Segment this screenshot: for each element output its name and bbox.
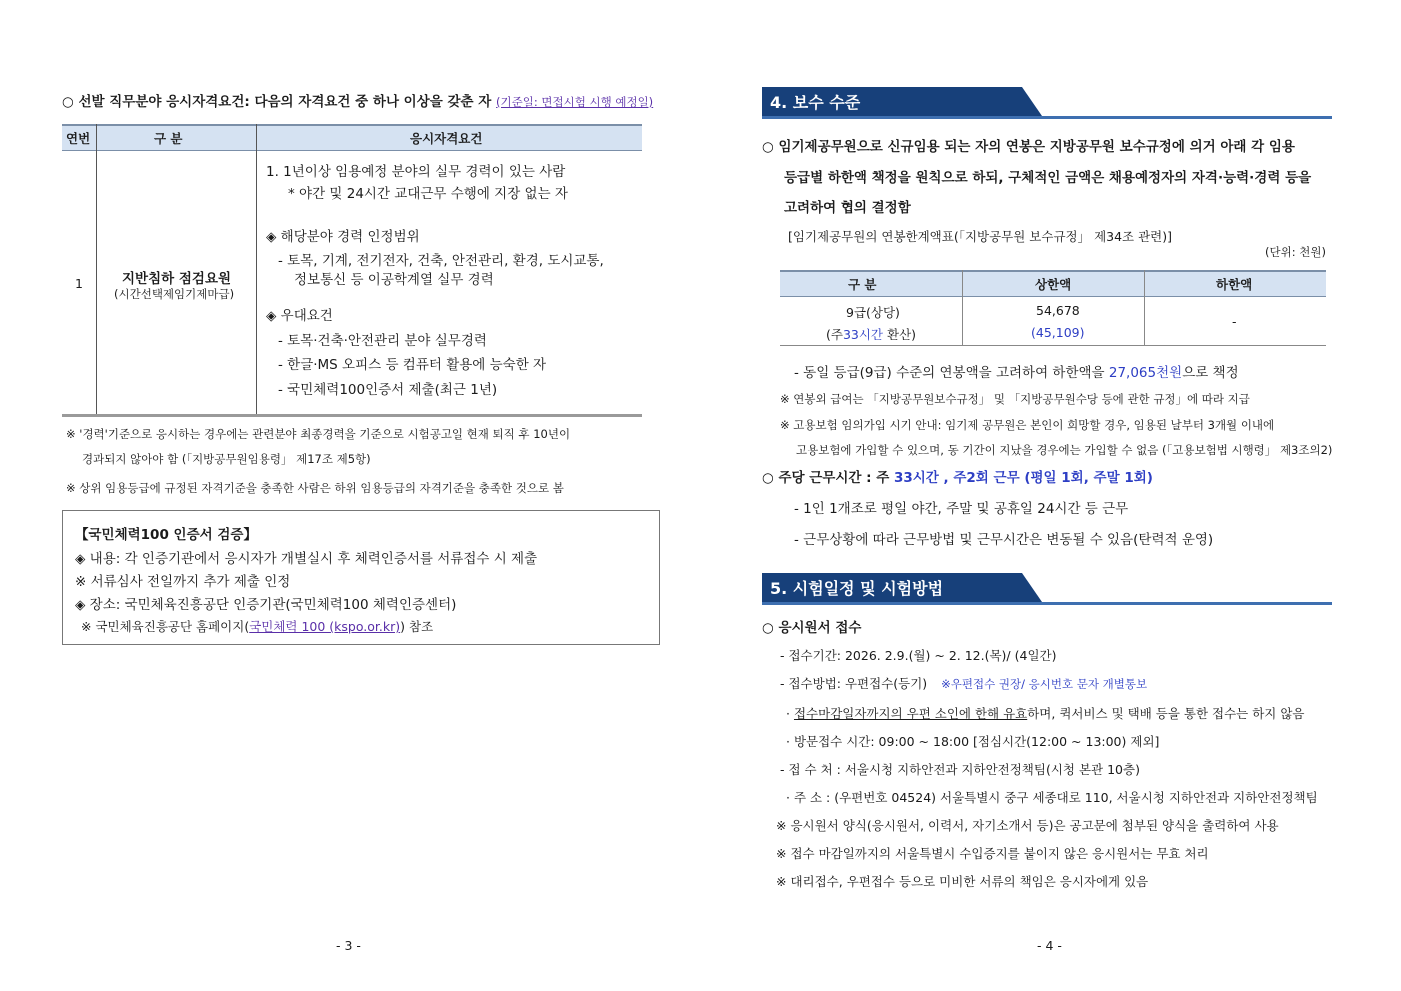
- grade-sub-cell: (주33시간 환산): [826, 327, 917, 342]
- weekly-hours-line: ○ 주당 근무시간 : 주 33시간 , 주2회 근무 (평일 1회, 주말 1회): [762, 470, 1153, 486]
- box-content-line: ◈ 내용: 각 인증기관에서 응시자가 개별실시 후 체력인증서를 서류접수 시 제출: [75, 551, 538, 567]
- insurance-note-line2: 고용보험에 가입할 수 있으며, 동 기간이 지났을 경우에는 가입할 수 없음 (「고용보험법 시행령」 제3조의2): [796, 443, 1333, 457]
- section-5-header: [762, 573, 1332, 605]
- preference-2: - 한글·MS 오피스 등 컴퓨터 활용에 능숙한 자: [278, 357, 547, 373]
- upper-value-sub: (45,109): [1031, 325, 1085, 340]
- preference-title: ◈ 우대요건: [266, 308, 333, 324]
- box-title: 【국민체력100 인증서 검증】: [75, 527, 257, 543]
- section-4-title: 4. 보수 수준: [770, 93, 861, 112]
- section-4-header: [762, 87, 1332, 119]
- grade-note: ※ 상위 임용등급에 규정된 자격기준을 충족한 사람은 하위 임용등급의 자격기준을 충족한 것으로 봄: [66, 481, 564, 495]
- insurance-note-line1: ※ 고용보험 임의가입 시기 안내: 임기제 공무원은 본인이 희망할 경우, 임용된 날부터 3개월 이내에: [780, 418, 1275, 432]
- stamp-note: ※ 접수 마감일까지의 서울특별시 수입증지를 붙이지 않은 응시원서는 무효 처리: [776, 846, 1209, 861]
- extra-pay-note: ※ 연봉외 급여는 「지방공무원보수규정」 및 「지방공무원수당 등에 관한 규정」에 따라 지급: [780, 392, 1250, 406]
- pay-line-1: ○ 임기제공무원으로 신규임용 되는 자의 연봉은 지방공무원 보수규정에 의거 아래 각 임용: [762, 139, 1295, 155]
- box-review-line: ※ 서류심사 전일까지 추가 제출 인정: [75, 574, 291, 590]
- grade-cell: 9급(상당): [846, 305, 900, 320]
- box-place-line: ◈ 장소: 국민체육진흥공단 인증기관(국민체력100 체력인증센터): [75, 597, 457, 613]
- page-4: [700, 0, 1401, 991]
- header-serial: 연번: [66, 131, 91, 146]
- page-number: - 3 -: [336, 938, 361, 953]
- lower-value: -: [1232, 314, 1237, 329]
- form-note: ※ 응시원서 양식(응시원서, 이력서, 자기소개서 등)은 공고문에 첨부된 양식을 출력하여 사용: [776, 818, 1279, 833]
- proxy-note: ※ 대리접수, 우편접수 등으로 미비한 서류의 책임은 응시자에게 있음: [776, 874, 1149, 889]
- preference-3: - 국민체력100인증서 제출(최근 1년): [278, 382, 498, 398]
- application-title: ○ 응시원서 접수: [762, 620, 862, 636]
- qualification-intro: 선발 직무분야 응시자격요건: 다음의 자격요건 중 하나 이상을 갖춘 자: [78, 94, 492, 110]
- salary-table: [780, 270, 1326, 346]
- lower-limit-note: - 동일 등급(9급) 수준의 연봉액을 고려하여 하한액을 27,065천원으로 책정: [794, 365, 1239, 381]
- visit-hours: · 방문접수 시간: 09:00 ~ 18:00 [점심시간(12:00 ~ 13:00) 제외]: [786, 734, 1160, 749]
- kspo-link[interactable]: 국민체력 100 (kspo.or.kr): [249, 619, 401, 634]
- page-number: - 4 -: [1037, 938, 1062, 953]
- application-address: · 주 소 : (우편번호 04524) 서울특별시 중구 세종대로 110, 서울시청 지하안전과 지하안전정책팀: [786, 790, 1318, 805]
- qualification-heading: [62, 90, 653, 110]
- header-lower: 하한액: [1216, 277, 1253, 292]
- upper-value: 54,678: [1036, 303, 1080, 318]
- header-category: 구 분: [848, 277, 877, 292]
- header-requirements: 응시자격요건: [410, 131, 483, 146]
- hours-detail-1: - 1인 1개조로 평일 야간, 주말 및 공휴일 24시간 등 근무: [794, 501, 1129, 517]
- qualification-table: [62, 124, 642, 416]
- category-sub: (시간선택제임기제마급): [114, 287, 235, 301]
- experience-range-line2: 정보통신 등 이공학계열 실무 경력: [294, 272, 494, 288]
- career-note-line1: ※ '경력'기준으로 응시하는 경우에는 관련분야 최종경력을 기준으로 시험공고일 현재 퇴직 후 10년이: [66, 427, 571, 441]
- section-5-title: 5. 시험일정 및 시험방법: [770, 579, 944, 598]
- base-date-note: (기준일: 면접시험 시행 예정일): [496, 95, 654, 109]
- header-category: 구 분: [154, 131, 183, 146]
- category-main: 지반침하 점검요원: [122, 271, 232, 287]
- career-note-line2: 경과되지 않아야 함 (「지방공무원임용령」 제17조 제5항): [82, 452, 371, 466]
- fitness-certificate-box: [62, 510, 660, 645]
- salary-table-caption: [임기제공무원의 연봉한계액표(「지방공무원 보수규정」 제34조 관련)]: [788, 229, 1173, 244]
- application-office: - 접 수 처 : 서울시청 지하안전과 지하안전정책팀(시청 본관 10층): [780, 762, 1140, 777]
- pay-line-3: 고려하여 협의 결정함: [784, 200, 911, 216]
- application-period: - 접수기간: 2026. 2.9.(월) ~ 2. 12.(목)/ (4일간): [780, 648, 1057, 663]
- preference-1: - 토목·건축·안전관리 분야 실무경력: [278, 333, 487, 349]
- header-upper: 상한액: [1035, 277, 1072, 292]
- unit-label: (단위: 천원): [1265, 245, 1326, 259]
- circle-bullet: ○: [62, 94, 74, 110]
- requirement-1-note: * 야간 및 24시간 교대근무 수행에 지장 없는 자: [288, 186, 568, 202]
- experience-range-line1: - 토목, 기계, 전기전자, 건축, 안전관리, 환경, 도시교통,: [278, 253, 604, 269]
- row-number: 1: [75, 276, 83, 291]
- requirement-1: 1. 1년이상 임용예정 분야의 실무 경력이 있는 사람: [266, 164, 566, 180]
- experience-range-title: ◈ 해당분야 경력 인정범위: [266, 229, 420, 245]
- page-3: [0, 0, 700, 991]
- application-method: - 접수방법: 우편접수(등기) ※우편접수 권장/ 응시번호 문자 개별통보: [780, 676, 1148, 691]
- box-homepage-line: ※ 국민체육진흥공단 홈페이지(국민체력 100 (kspo.or.kr)) 참조: [81, 619, 434, 634]
- pay-line-2: 등급별 하한액 책정을 원칙으로 하되, 구체적인 금액은 채용예정자의 자격·능력·경력 등을: [784, 170, 1312, 186]
- hours-detail-2: - 근무상황에 따라 근무방법 및 근무시간은 변동될 수 있음(탄력적 운영): [794, 532, 1214, 548]
- table-header: [62, 124, 642, 151]
- postmark-rule: · 접수마감일자까지의 우편 소인에 한해 유효하며, 퀵서비스 및 택배 등을 통한 접수는 하지 않음: [786, 706, 1305, 721]
